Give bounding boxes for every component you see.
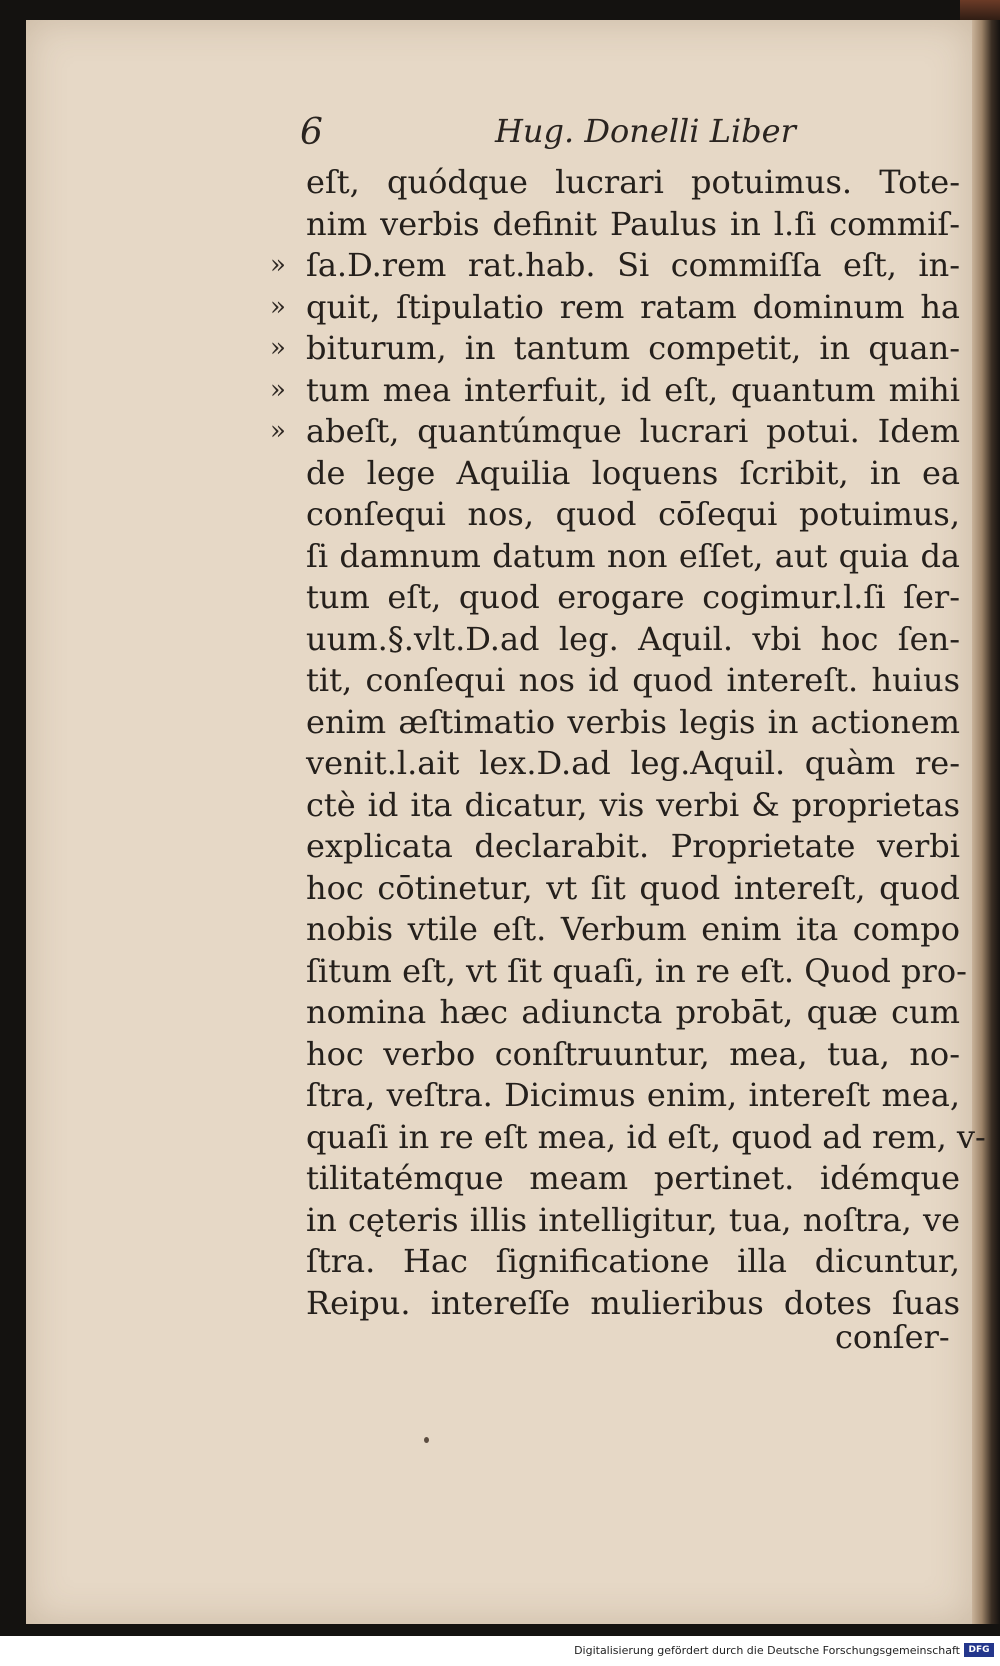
text-line: [270, 536, 960, 578]
line-text: venit.l.ait lex.D.ad leg.Aquil. quàm re-: [306, 744, 960, 782]
text-line: [270, 245, 960, 287]
text-line: [270, 951, 967, 993]
text-line: [270, 411, 960, 453]
line-text: quaſi in re eſt mea, id eſt, quod ad rem, v-: [306, 1117, 986, 1156]
line-text: quit, ſtipulatio rem ratam dominum ha: [306, 287, 960, 326]
line-text: eſt, quódque lucrari potuimus. Tote-: [306, 163, 960, 201]
page-number: 6: [300, 112, 323, 153]
text-line: [270, 1075, 960, 1117]
body-text: [270, 162, 986, 1324]
text-line: [270, 1158, 960, 1200]
line-text: ſtra, veſtra. Dicimus enim, intereſt mea,: [306, 1076, 960, 1114]
text-line: [270, 1241, 960, 1283]
text-line: [270, 453, 960, 495]
running-head: [300, 112, 800, 152]
line-text: ſtra. Hac ſignificatione illa dicuntur,: [306, 1242, 960, 1280]
ink-speck: [424, 1437, 429, 1443]
text-line: [270, 370, 960, 412]
funding-credit: Digitalisierung gefördert durch die Deutsche Forschungsgemeinschaft: [574, 1644, 960, 1657]
quotation-marker: »: [270, 291, 286, 322]
line-text: tum mea interfuit, id eſt, quantum mihi: [306, 370, 960, 409]
book-corner-edge: [960, 0, 1000, 22]
line-text: enim æſtimatio verbis legis in actionem: [306, 702, 960, 741]
text-line: [270, 1200, 960, 1242]
line-text: in cęteris illis intelligitur, tua, noſtra, ve: [306, 1200, 960, 1239]
line-text: hoc verbo conſtruuntur, mea, tua, no-: [306, 1034, 960, 1073]
quotation-marker: »: [270, 416, 286, 446]
line-text: nomina hæc adiuncta probāt, quæ cum: [306, 993, 960, 1031]
text-line: [270, 577, 960, 619]
quotation-marker: »: [270, 374, 286, 405]
text-line: [270, 909, 960, 951]
dfg-logo: DFG: [964, 1643, 994, 1657]
digitization-footer: [0, 1636, 1000, 1666]
text-line: [270, 494, 960, 536]
text-line: [270, 743, 960, 785]
text-line: [270, 785, 960, 827]
text-line: [270, 702, 960, 744]
text-line: [270, 660, 960, 702]
page-fore-edge: [972, 20, 1000, 1624]
line-text: tit, conſequi nos id quod intereſt. huius: [306, 661, 960, 699]
line-text: nobis vtile eſt. Verbum enim ita compo: [306, 910, 960, 948]
text-line: [270, 826, 960, 868]
line-text: explicata declarabit. Proprietate verbi: [306, 827, 960, 865]
text-line: [270, 328, 960, 370]
text-line: [270, 1117, 986, 1159]
quotation-marker: »: [270, 250, 286, 280]
line-text: ctè id ita dicatur, vis verbi & proprietas: [306, 785, 960, 824]
quotation-marker: »: [270, 333, 286, 363]
text-line: [270, 619, 960, 661]
line-text: uum.§.vlt.D.ad leg. Aquil. vbi hoc ſen-: [306, 619, 960, 658]
text-line: [270, 868, 960, 910]
line-text: ſi damnum datum non eſſet, aut quia da: [306, 536, 960, 575]
line-text: de lege Aquilia loquens ſcribit, in ea: [306, 453, 960, 492]
line-text: ſa.D.rem rat.hab. Si commiſſa eſt, in-: [306, 246, 960, 284]
running-head-title: Hug. Donelli Liber: [495, 112, 796, 150]
text-line: [270, 287, 960, 329]
line-text: nim verbis definit Paulus in l.ſi commiſ-: [306, 204, 960, 243]
line-text: Reipu. intereſſe mulieribus dotes ſuas: [306, 1283, 960, 1322]
line-text: ſitum eſt, vt ſit quaſi, in re eſt. Quod pro-: [306, 951, 967, 990]
line-text: tilitatémque meam pertinet. idémque: [306, 1159, 960, 1197]
text-line: [270, 162, 960, 204]
text-line: [270, 1034, 960, 1076]
text-line: [270, 204, 960, 246]
line-text: abeſt, quantúmque lucrari potui. Idem: [306, 412, 960, 450]
line-text: tum eſt, quod erogare cogimur.l.ſi ſer-: [306, 578, 960, 616]
line-text: hoc cōtinetur, vt ſit quod intereſt, quod: [306, 868, 960, 907]
line-text: conſequi nos, quod cōſequi potuimus,: [306, 495, 960, 533]
catchword: conſer-: [835, 1318, 950, 1356]
line-text: biturum, in tantum competit, in quan-: [306, 329, 960, 367]
text-line: [270, 992, 960, 1034]
